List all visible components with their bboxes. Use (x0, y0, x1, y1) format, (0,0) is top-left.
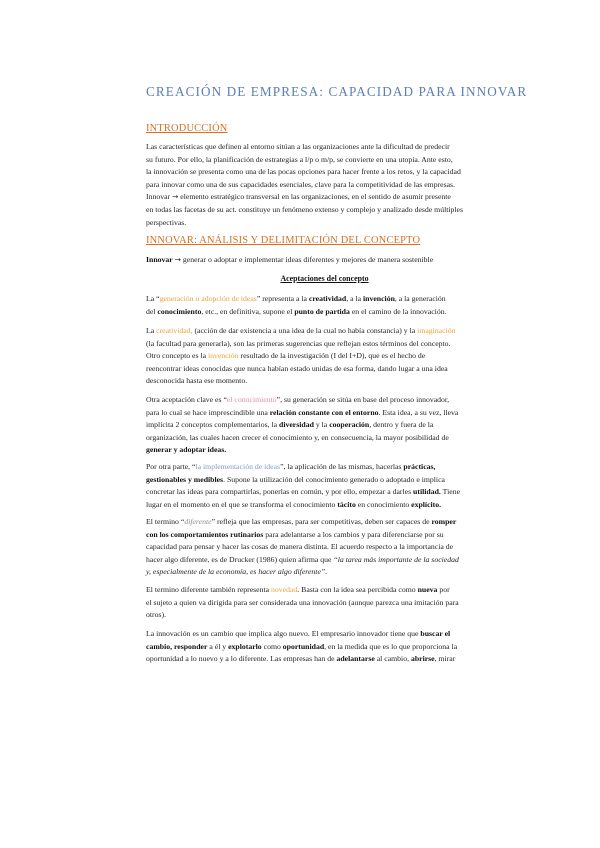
text-fragment: El termino “ (146, 517, 185, 526)
text-line: su futuro. Por ello, la planificación de estrategias a l/p o m/p, se convierte en una utopía. Ante esto, (146, 154, 453, 164)
bold-term: adelantarse (336, 654, 375, 664)
text-line: el sujeto a quien va dirigida para ser considerada una innovación (aunque parezca una imitación para (146, 597, 459, 607)
text-line (146, 419, 503, 432)
text-line (146, 325, 503, 338)
text-fragment: implícita 2 conceptos complementarios, la (146, 420, 280, 430)
text-line (146, 554, 503, 567)
text-fragment: Por otra parte, “ (146, 462, 196, 471)
text-fragment: , a la (346, 294, 364, 303)
bold-term: relación constante con el entorno (269, 407, 379, 417)
text-fragment: . Supone la utilización del conocimiento generado o adoptado e implica (223, 474, 445, 484)
bold-term: cambio, responder (146, 641, 208, 651)
text-line (146, 293, 503, 306)
paragraph-creatividad (146, 325, 503, 388)
text-line (146, 350, 503, 363)
text-fragment: a él y (207, 641, 229, 651)
highlight-term: diferente (184, 517, 212, 526)
bold-term: diversidad (279, 420, 314, 430)
text-line (146, 474, 503, 487)
text-fragment: ” refleja que las empresas, para ser competitivas, deben ser capaces de (211, 517, 432, 526)
text-fragment: (acción de dar existencia a una idea de la cual no había constancia) y la (192, 326, 418, 335)
bold-term: tácito (337, 499, 356, 509)
text-fragment: , a la generación (394, 294, 446, 303)
bold-term: cooperación (329, 420, 370, 430)
text-fragment: en conocimiento (355, 499, 412, 509)
text-fragment: La (146, 326, 157, 335)
text-line (146, 407, 503, 420)
text-fragment: La innovación es un cambio que implica algo nuevo. El empresario innovador tiene que (146, 629, 421, 638)
intro-paragraph (146, 141, 503, 229)
text-fragment: . Basta con la idea sea percibida como (297, 585, 418, 594)
text-fragment: para lo cual se hace imprescindible una (146, 407, 270, 417)
bold-term: explotarlo (228, 641, 262, 651)
text-line: la innovación se presenta como una de las pocas opciones para hacer frente a los retos, y la capacidad (146, 167, 461, 177)
text-line (146, 529, 503, 542)
text-line: y, especialmente de la economía, es hacer algo diferente”. (146, 567, 328, 577)
subheading-aceptaciones: Aceptaciones del concepto (280, 274, 369, 283)
text-fragment: como (261, 641, 283, 651)
text-fragment: por (437, 585, 450, 594)
text-line (146, 306, 503, 319)
text-fragment: El termino diferente también representa (146, 585, 272, 594)
bold-term: nueva (417, 585, 438, 594)
bold-term: invención (363, 294, 395, 303)
document-title: CREACIÓN DE EMPRESA: CAPACIDAD PARA INNOVAR (146, 84, 528, 99)
bold-term: prácticas, (403, 462, 436, 471)
text-line: perspectivas. (146, 217, 187, 227)
text-line: otros). (146, 610, 167, 620)
text-fragment: hacer algo diferente, es de Drucker (1986) quien afirma que (146, 554, 334, 564)
text-fragment: La “ (146, 294, 160, 303)
highlight-term: invención (207, 351, 239, 361)
text-fragment: Tiene (440, 487, 461, 497)
text-fragment: , mirar (434, 654, 456, 664)
text-fragment: oportunidad a lo nuevo y a lo diferente. Las empresas han de (146, 654, 337, 664)
highlight-term: la implementación de ideas (195, 462, 281, 471)
text-line (146, 584, 503, 597)
paragraph-implementacion (146, 461, 503, 511)
bold-term: abrirse (410, 654, 435, 664)
text-fragment: concretar las ideas para compartirlas, ponerlas en común, y por ello, empezar a darles (146, 487, 414, 497)
highlight-term: generación o adopción de ideas (159, 294, 257, 303)
definition-term: Innovar (146, 255, 173, 264)
text-fragment: , dentro y fuera de la (369, 420, 434, 430)
paragraph-novedad (146, 584, 503, 622)
text-line (146, 641, 503, 654)
definition-line (146, 254, 503, 267)
bold-term: oportunidad (282, 641, 325, 651)
paragraph-cambio (146, 628, 503, 666)
bold-term: explícito. (411, 499, 442, 509)
definition-text: generar o adoptar e implementar ideas diferentes y mejores de manera sostenible (182, 255, 434, 264)
text-line (146, 461, 503, 474)
text-fragment: , en la medida que es lo que proporciona la (324, 641, 458, 651)
text-fragment: ” representa a la (256, 294, 309, 303)
text-line: desconocida hasta ese momento. (146, 376, 248, 386)
bold-term: punto de partida (294, 306, 350, 316)
text-line: en todas las facetas de su act. constituye un fenómeno extenso y complejo y analizado desde múltiples (146, 204, 464, 214)
innovar-word: Innovar (146, 192, 171, 202)
bold-term: conocimiento (157, 306, 202, 316)
text-line: Las características que definen al entorno sitúan a las organizaciones ante la dificultad de predecir (146, 142, 450, 151)
text-line (146, 653, 503, 666)
bold-term: buscar el (420, 629, 451, 638)
text-line: generar y adoptar ideas. (146, 445, 227, 455)
text-fragment: , etc., en definitiva, supone el (201, 306, 295, 316)
highlight-term: creatividad, (156, 326, 193, 335)
text-fragment: Otra aceptación clave es “ (146, 395, 227, 404)
text-line (146, 394, 503, 407)
text-fragment: en el camino de la innovación. (349, 306, 447, 316)
text-line (146, 499, 503, 512)
text-fragment: al cambio, (374, 654, 411, 664)
arrow-icon: → (174, 255, 181, 264)
text-line (146, 516, 503, 529)
paragraph-diferente (146, 516, 503, 579)
text-line (146, 191, 503, 204)
text-line (146, 628, 503, 641)
highlight-term: novedad (271, 585, 298, 594)
bold-term: creatividad (308, 294, 347, 303)
text-fragment: ”, la aplicación de las mismas, hacerlas (280, 462, 404, 471)
text-fragment: Otro concepto es la (146, 351, 208, 361)
paragraph-generacion (146, 293, 503, 318)
section-heading-concepto: INNOVAR: ANÁLISIS Y DELIMITACIÓN DEL CONCEPTO (146, 235, 421, 246)
bold-term: con los comportamientos rutinarios (146, 529, 264, 539)
text-line: (la facultad para generarla), son las primeras sugerencias que reflejan estos términos del concepto. (146, 338, 451, 348)
text-line (146, 254, 503, 267)
text-fragment: . Esta idea, a su vez, lleva (378, 407, 459, 417)
text-fragment: ”, su generación se sitúa en base del proceso innovador, (276, 395, 450, 404)
text-fragment: resultado de la investigación (I del I+D), que es el hecho de (238, 351, 426, 361)
text-fragment: para adelantarse a los cambios y para diferenciarse por su (263, 529, 444, 539)
section-heading-introduccion: INTRODUCCIÓN (146, 123, 228, 134)
text-fragment: lugar en el momento en el que se transforma el conocimiento (146, 499, 338, 509)
text-line: capacidad para pensar y hacer las cosas de manera distinta. El acuerdo respecto a la importancia de (146, 542, 454, 552)
paragraph-conocimiento (146, 394, 503, 457)
text-fragment: elemento estratégico transversal en las organizaciones, en el sentido de asumir presente (180, 192, 451, 202)
text-line: reencontrar ideas conocidas que nunca habían estado unidas de esa forma, dando lugar a una idea (146, 363, 448, 373)
highlight-term: imaginación (417, 326, 456, 335)
text-line: para innovar como una de sus capacidades esenciales, clave para la competitividad de las empresas. (146, 179, 456, 189)
bold-term: romper (431, 517, 457, 526)
quote-text: “la tarea más importante de la sociedad (333, 554, 459, 564)
arrow-icon: → (172, 192, 179, 202)
text-fragment: y la (313, 420, 330, 430)
bold-term: utilidad. (413, 487, 441, 497)
text-line (146, 486, 503, 499)
bold-term: gestionables y medibles (146, 474, 224, 484)
text-fragment: del (146, 306, 158, 316)
highlight-term: el conocimiento (226, 395, 277, 404)
text-line: organización, las cuales hacen crecer el conocimiento y, en consecuencia, la mayor posibilidad de (146, 432, 449, 442)
